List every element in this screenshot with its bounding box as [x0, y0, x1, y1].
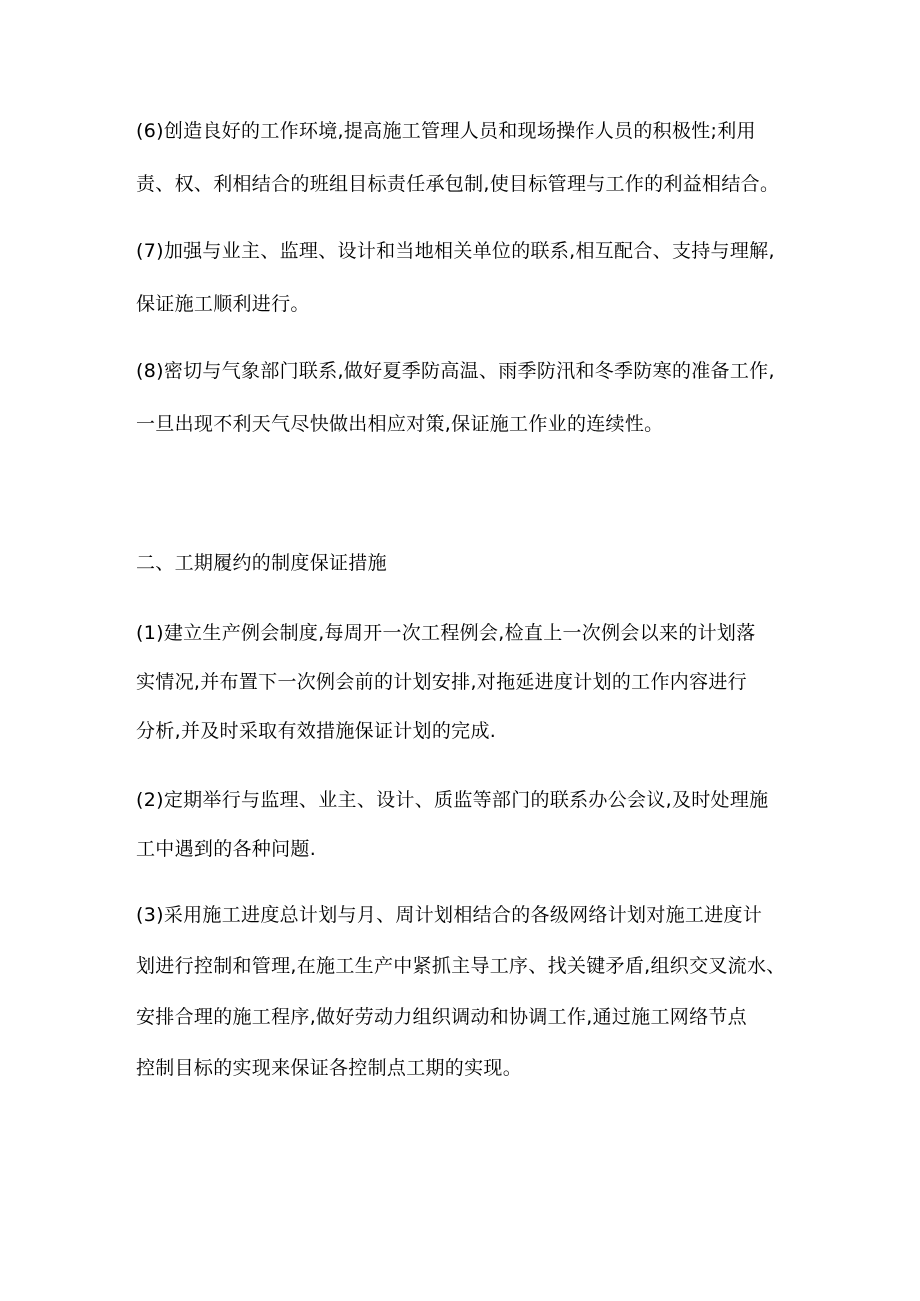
- section-paragraph-3-line-4: 控制目标的实现来保证各控制点工期的实现。: [136, 1057, 523, 1079]
- paragraph-8-line-1: (8)密切与气象部门联系,做好夏季防高温、雨季防汛和冬季防寒的准备工作,: [136, 360, 775, 382]
- section-heading: 二、工期履约的制度保证措施: [136, 552, 387, 574]
- paragraph-7-line-2: 保证施工顺利进行。: [136, 293, 310, 315]
- section-paragraph-1-line-2: 实情况,并布置下一次例会前的计划安排,对拖延进度计划的工作内容进行: [136, 671, 747, 693]
- section-paragraph-3-line-1: (3)采用施工进度总计划与月、周计划相结合的各级网络计划对施工进度计: [136, 904, 763, 926]
- section-paragraph-2-line-1: (2)定期举行与监理、业主、设计、质监等部门的联系办公会议,及时处理施: [136, 789, 769, 811]
- paragraph-6-line-1: (6)创造良好的工作环境,提高施工管理人员和现场操作人员的积极性;利用: [136, 120, 756, 142]
- section-paragraph-1-line-3: 分析,并及时采取有效措施保证计划的完成.: [136, 720, 497, 742]
- paragraph-7-line-1: (7)加强与业主、监理、设计和当地相关单位的联系,相互配合、支持与理解,: [136, 240, 775, 262]
- paragraph-8-line-2: 一旦出现不利天气尽快做出相应对策,保证施工作业的连续性。: [136, 413, 664, 435]
- section-paragraph-3-line-3: 安排合理的施工程序,做好劳动力组织调动和协调工作,通过施工网络节点: [136, 1006, 747, 1028]
- section-paragraph-3-line-2: 划进行控制和管理,在施工生产中紧抓主导工序、找关键矛盾,组织交叉流水、: [136, 955, 786, 977]
- section-paragraph-1-line-1: (1)建立生产例会制度,每周开一次工程例会,检直上一次例会以来的计划落: [136, 622, 756, 644]
- paragraph-6-line-2: 责、权、利相结合的班组目标责任承包制,使目标管理与工作的利益相结合。: [136, 173, 780, 195]
- section-paragraph-2-line-2: 工中遇到的各种问题.: [136, 838, 317, 860]
